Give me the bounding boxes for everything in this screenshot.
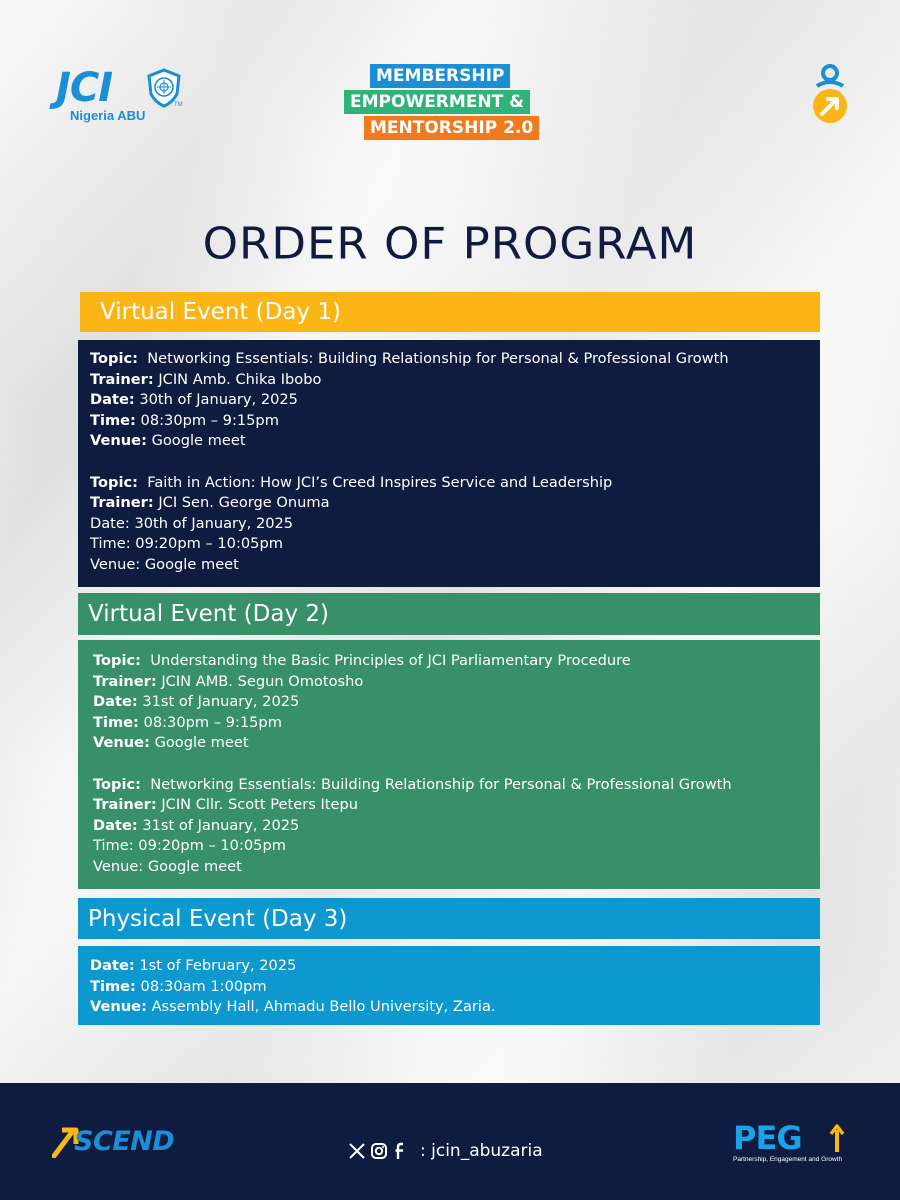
instagram-icon[interactable] xyxy=(370,1142,388,1160)
jci-tm: TM xyxy=(174,102,183,108)
day1-session2-time: Time: 09:20pm – 10:05pm xyxy=(90,535,283,553)
x-icon[interactable] xyxy=(348,1142,366,1160)
peg-arrow-icon xyxy=(829,1124,845,1154)
ascend-wordmark: SCEND xyxy=(74,1126,175,1157)
social-links xyxy=(348,1138,543,1164)
day3-venue: Venue: Assembly Hall, Ahmadu Bello University, Zaria. xyxy=(90,998,496,1016)
peg-tagline: Partnership, Engagement and Growth xyxy=(733,1156,843,1163)
day1-session1-time: Time: 08:30pm – 9:15pm xyxy=(90,411,279,429)
day2-session1-time: Time: 08:30pm – 9:15pm xyxy=(93,713,282,731)
person-arrow-icon xyxy=(808,64,852,126)
day2-session2-trainer: Trainer: JCIN Cllr. Scott Peters Itepu xyxy=(93,796,358,814)
day1-session2-venue: Venue: Google meet xyxy=(90,555,239,573)
peg-logo xyxy=(733,1120,853,1170)
day2-sessions xyxy=(78,640,820,889)
day2-session2-venue: Venue: Google meet xyxy=(93,857,242,875)
facebook-icon[interactable] xyxy=(392,1142,410,1160)
day2-session2-time: Time: 09:20pm – 10:05pm xyxy=(93,837,286,855)
day1-session1-date: Date: 30th of January, 2025 xyxy=(90,391,298,409)
day1-session2-date: Date: 30th of January, 2025 xyxy=(90,514,294,532)
day2-session1-trainer: Trainer: JCIN AMB. Segun Omotosho xyxy=(93,672,364,690)
jci-subtitle: Nigeria ABU xyxy=(70,108,146,123)
day3-details xyxy=(78,946,820,1025)
jci-logo xyxy=(56,66,186,126)
day2-heading: Virtual Event (Day 2) xyxy=(78,593,820,635)
day2-session1-date: Date: 31st of January, 2025 xyxy=(93,693,300,711)
event-logo xyxy=(340,64,570,150)
peg-wordmark: PEG xyxy=(733,1119,802,1157)
day3-heading: Physical Event (Day 3) xyxy=(78,898,820,939)
event-logo-line2: EMPOWERMENT & xyxy=(344,90,530,114)
day1-session1-topic: Topic: Networking Essentials: Building Relationship for Personal & Professional Growth xyxy=(90,350,729,367)
social-handle[interactable]: : jcin_abuzaria xyxy=(420,1141,543,1161)
day1-session2-topic: Topic: Faith in Action: How JCI’s Creed Inspires Service and Leadership xyxy=(90,473,613,491)
event-logo-line1: MEMBERSHIP xyxy=(370,64,510,88)
day1-session2-trainer: Trainer: JCI Sen. George Onuma xyxy=(90,494,330,512)
jci-wordmark: JCI xyxy=(56,65,113,111)
ascend-logo xyxy=(52,1124,212,1160)
day2-session2-date: Date: 31st of January, 2025 xyxy=(93,816,300,834)
day1-heading: Virtual Event (Day 1) xyxy=(80,292,820,332)
day1-sessions xyxy=(78,340,820,587)
day2-session2-topic: Topic: Networking Essentials: Building Relationship for Personal & Professional Growth xyxy=(93,775,732,793)
day1-session1-venue: Venue: Google meet xyxy=(90,432,246,450)
day3-date: Date: 1st of February, 2025 xyxy=(90,957,297,974)
day1-session1-trainer: Trainer: JCIN Amb. Chika Ibobo xyxy=(90,370,322,388)
page-title: ORDER OF PROGRAM xyxy=(202,218,698,269)
day2-session1-topic: Topic: Understanding the Basic Principles of JCI Parliamentary Procedure xyxy=(93,652,631,669)
day2-session1-venue: Venue: Google meet xyxy=(93,734,249,752)
day3-time: Time: 08:30am 1:00pm xyxy=(90,977,267,995)
event-logo-line3: MENTORSHIP 2.0 xyxy=(364,116,539,140)
